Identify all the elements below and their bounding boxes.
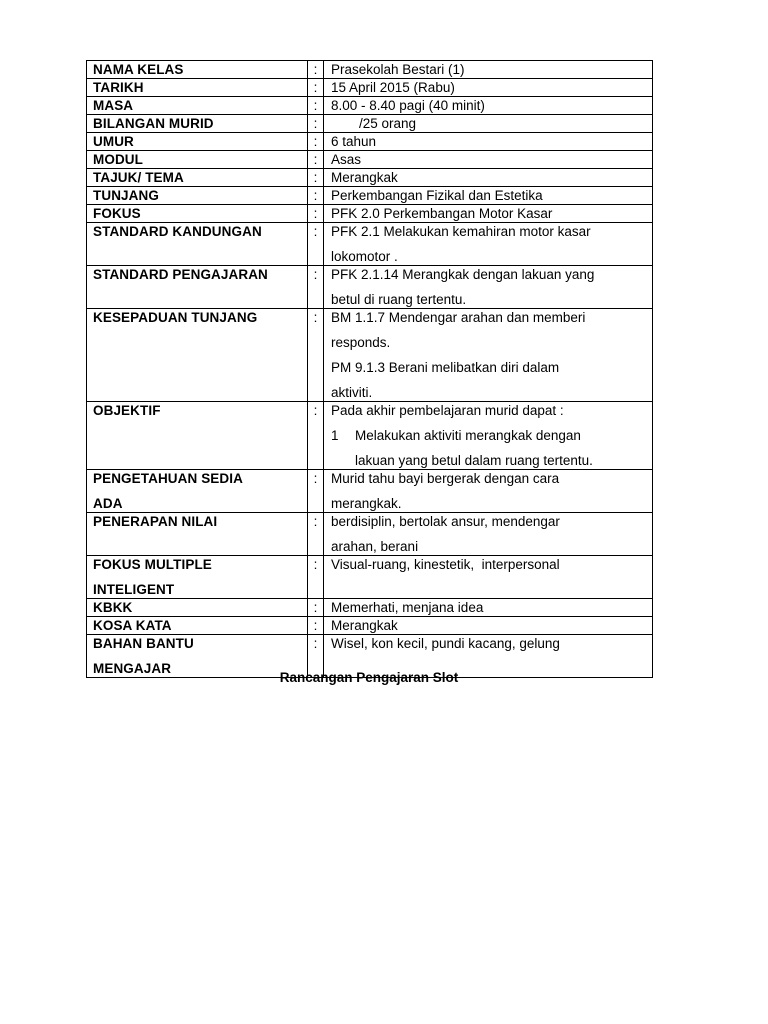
lesson-plan-table: [86, 60, 653, 678]
label-tajuk-tema: TAJUK/ TEMA: [87, 169, 308, 187]
row-kesepaduan-tunjang: [87, 309, 653, 402]
objective-line: lakuan yang betul dalam ruang tertentu.: [355, 453, 593, 468]
value-line: berdisiplin, bertolak ansur, mendengar: [331, 514, 560, 529]
colon-separator: :: [308, 115, 324, 133]
label-nama-kelas: NAMA KELAS: [87, 61, 308, 79]
row-modul: [87, 151, 653, 169]
label-fokus-multiple-inteligent: [87, 556, 308, 599]
value-penerapan-nilai: [324, 513, 653, 556]
label-masa: MASA: [87, 97, 308, 115]
value-fokus: PFK 2.0 Perkembangan Motor Kasar: [324, 205, 653, 223]
row-nama-kelas: [87, 61, 653, 79]
colon-separator: :: [308, 402, 324, 470]
row-umur: [87, 133, 653, 151]
value-kesepaduan-tunjang: [324, 309, 653, 402]
value-line: PFK 2.1 Melakukan kemahiran motor kasar: [331, 224, 591, 239]
row-bilangan-murid: [87, 115, 653, 133]
colon-separator: :: [308, 205, 324, 223]
colon-separator: :: [308, 169, 324, 187]
label-line: PENGETAHUAN SEDIA: [93, 471, 243, 486]
value-masa: 8.00 - 8.40 pagi (40 minit): [324, 97, 653, 115]
label-tunjang: TUNJANG: [87, 187, 308, 205]
label-standard-pengajaran: STANDARD PENGAJARAN: [87, 266, 308, 309]
row-fokus-multiple-inteligent: [87, 556, 653, 599]
label-kbkk: KBKK: [87, 599, 308, 617]
colon-separator: :: [308, 187, 324, 205]
value-kosa-kata: Merangkak: [324, 617, 653, 635]
value-nama-kelas: Prasekolah Bestari (1): [324, 61, 653, 79]
label-bilangan-murid: BILANGAN MURID: [87, 115, 308, 133]
row-masa: [87, 97, 653, 115]
row-tarikh: [87, 79, 653, 97]
row-penerapan-nilai: [87, 513, 653, 556]
value-line: aktiviti.: [331, 385, 373, 400]
label-line: MENGAJAR: [93, 661, 172, 676]
value-line: PFK 2.1.14 Merangkak dengan lakuan yang: [331, 267, 595, 282]
objective-item-number: 1: [331, 428, 339, 443]
value-kbkk: Memerhati, menjana idea: [324, 599, 653, 617]
label-pengetahuan-sedia-ada: [87, 470, 308, 513]
label-modul: MODUL: [87, 151, 308, 169]
colon-separator: :: [308, 635, 324, 678]
label-umur: UMUR: [87, 133, 308, 151]
colon-separator: :: [308, 223, 324, 266]
colon-separator: :: [308, 599, 324, 617]
row-standard-pengajaran: [87, 266, 653, 309]
colon-separator: :: [308, 513, 324, 556]
value-umur: 6 tahun: [324, 133, 653, 151]
row-tunjang: [87, 187, 653, 205]
value-fokus-multiple-inteligent: Visual-ruang, kinestetik, interpersonal: [324, 556, 653, 599]
label-line: FOKUS MULTIPLE: [93, 557, 212, 572]
value-standard-pengajaran: [324, 266, 653, 309]
value-pengetahuan-sedia-ada: [324, 470, 653, 513]
value-line: responds.: [331, 335, 391, 350]
value-line: lokomotor .: [331, 249, 398, 264]
row-pengetahuan-sedia-ada: [87, 470, 653, 513]
colon-separator: :: [308, 97, 324, 115]
colon-separator: :: [308, 617, 324, 635]
label-kesepaduan-tunjang: KESEPADUAN TUNJANG: [87, 309, 308, 402]
value-modul: Asas: [324, 151, 653, 169]
value-tarikh: 15 April 2015 (Rabu): [324, 79, 653, 97]
label-fokus: FOKUS: [87, 205, 308, 223]
row-kosa-kata: [87, 617, 653, 635]
document-caption: Rancangan Pengajaran Slot: [279, 670, 459, 685]
row-fokus: [87, 205, 653, 223]
colon-separator: :: [308, 266, 324, 309]
row-standard-kandungan: [87, 223, 653, 266]
label-standard-kandungan: STANDARD KANDUNGAN: [87, 223, 308, 266]
colon-separator: :: [308, 151, 324, 169]
value-bilangan-murid: [324, 115, 653, 133]
objective-item-text: [355, 427, 652, 469]
label-line: ADA: [93, 496, 123, 511]
value-line: Murid tahu bayi bergerak dengan cara: [331, 471, 560, 486]
colon-separator: :: [308, 79, 324, 97]
value-tunjang: Perkembangan Fizikal dan Estetika: [324, 187, 653, 205]
objective-item: [331, 427, 652, 469]
value-line: BM 1.1.7 Mendengar arahan dan memberi: [331, 310, 586, 325]
value-line: PM 9.1.3 Berani melibatkan diri dalam: [331, 360, 560, 375]
value-bilangan-murid-text: /25 orang: [359, 116, 417, 131]
row-kbkk: [87, 599, 653, 617]
colon-separator: :: [308, 470, 324, 513]
colon-separator: :: [308, 556, 324, 599]
value-tajuk-tema: Merangkak: [324, 169, 653, 187]
colon-separator: :: [308, 61, 324, 79]
value-line: betul di ruang tertentu.: [331, 292, 467, 307]
label-line: INTELIGENT: [93, 582, 175, 597]
label-penerapan-nilai: PENERAPAN NILAI: [87, 513, 308, 556]
colon-separator: :: [308, 133, 324, 151]
value-line: arahan, berani: [331, 539, 419, 554]
value-bahan-bantu-mengajar: Wisel, kon kecil, pundi kacang, gelung: [324, 635, 653, 678]
label-objektif: OBJEKTIF: [87, 402, 308, 470]
value-objektif: [324, 402, 653, 470]
label-line: BAHAN BANTU: [93, 636, 194, 651]
row-objektif: [87, 402, 653, 470]
row-tajuk-tema: [87, 169, 653, 187]
value-line: merangkak.: [331, 496, 402, 511]
objective-line: Melakukan aktiviti merangkak dengan: [355, 428, 581, 443]
colon-separator: :: [308, 309, 324, 402]
value-standard-kandungan: [324, 223, 653, 266]
objective-intro: Pada akhir pembelajaran murid dapat :: [331, 403, 564, 418]
label-kosa-kata: KOSA KATA: [87, 617, 308, 635]
label-tarikh: TARIKH: [87, 79, 308, 97]
